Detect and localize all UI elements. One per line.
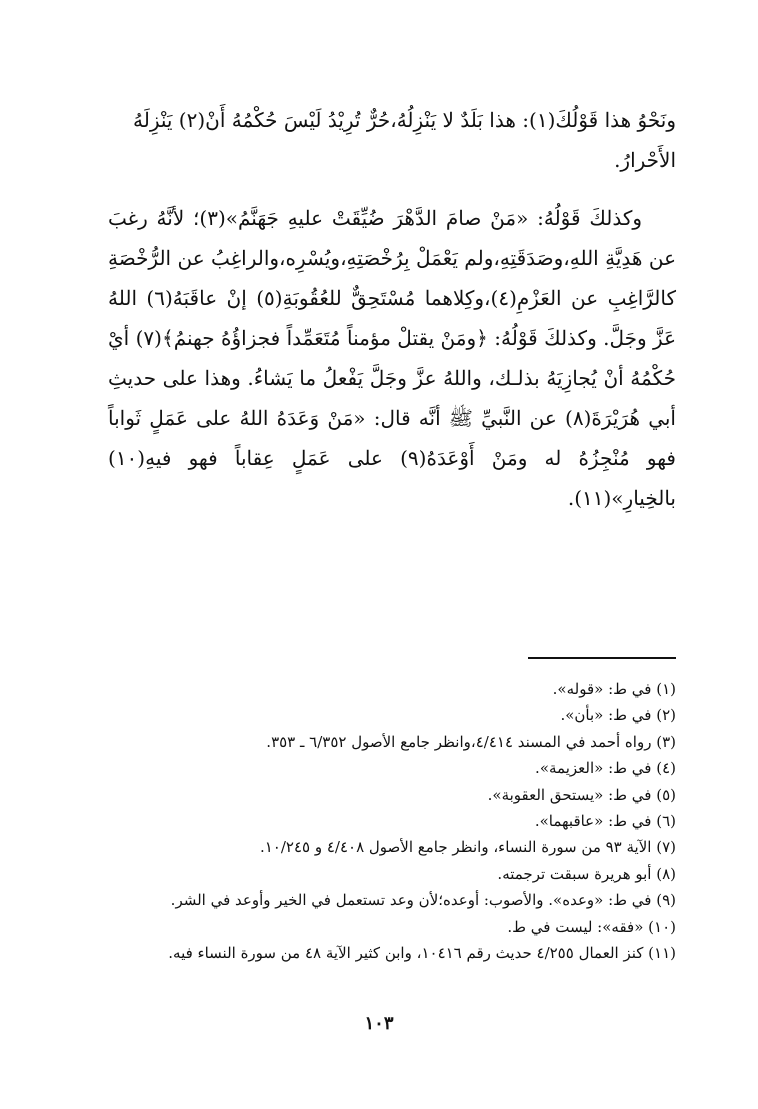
footnote-1: (١) في ط: «قوله».: [552, 680, 676, 698]
footnote-7: (٧) الآية ٩٣ من سورة النساء، وانظر جامع الأصول ٤/٤٠٨ و ١٠/٢٤٥.: [259, 838, 676, 857]
footnote-8: (٨) أبو هريرة سبقت ترجمته.: [497, 864, 676, 883]
main-paragraph-2: وكذلكَ قَوْلُهُ: «مَنْ صامَ الدَّهْرَ ضُيِّقَتْ عليهِ جَهَنَّمُ»(٣)؛ لأنَّهُ رغبَ عن هَدِيَّةِ اللهِ،وصَدَقَتِهِ،ولم يَعْمَلْ بِرُخْصَتِهِ،ويُسْرِه،والراغِبُ عن الرُّخْصَةِ كالرَّاغِبِ عن العَزْمِ(٤)،وكِلاهما مُسْتَحِقٌّ للعُقُوبَةِ(٥) إنْ عاقَبَهُ(٦) اللهُ عَزَّ وجَلَّ. وكذلكَ قَوْلُهُ: ﴿ومَنْ يقتلْ مؤمناً مُتَعَمِّداً فجزاؤُهُ جهنمُ﴾(٧) أيْ حُكْمُهُ أنْ يُجازِيَهُ بذلـك، واللهُ عزَّ وجَلَّ يَفْعلُ ما يَشاءُ. وهذا على حديثِ أبي هُرَيْرَةَ(٨) عن النَّبيِّ ﷺ أنَّه قال: «مَنْ وَعَدَهُ اللهُ على عَمَلٍ ثَواباً فهو مُنْجِزُهُ له ومَنْ أَوْعَدَهُ(٩) على عَمَلٍ عِقاباً فهو فيهِ(١٠) بالخِيارِ»(١١).: [108, 206, 677, 510]
footnote-10: (١٠) «فقه»: ليست في ط.: [507, 917, 676, 936]
footnote-6: (٦) في ط: «عاقبهما».: [534, 812, 676, 831]
footnote-3: (٣) رواه أحمد في المسند ٤/٤١٤،وانظر جامع الأصول ٦/٣٥٢ ـ ٣٥٣.: [266, 732, 676, 751]
main-paragraph-1: ونَحْوُ هذا قَوْلُكَ(١): هذا بَلَدٌ لا يَنْزِلُهُ،حُرٌّ تُرِيْدُ لَيْسَ حُكْمُهُ أَنْ(٢) يَنْزِلَهُ الأَحْرارُ.: [133, 108, 676, 172]
page-number: ١٠٣: [364, 1013, 394, 1034]
footnote-9: (٩) في ط: «وعده». والأصوب: أوعده؛لأن وعد تستعمل في الخير وأوعد في الشر.: [170, 891, 676, 910]
footnote-11: (١١) كنز العمال ٤/٢٥٥ حديث رقم ١٠٤١٦، وابن كثير الآية ٤٨ من سورة النساء فيه.: [168, 944, 676, 963]
footnote-4: (٤) في ط: «العزيمة».: [535, 759, 676, 778]
footnotes-list: [108, 676, 676, 966]
footnote-5: (٥) في ط: «يستحق العقوبة».: [487, 785, 676, 804]
footnote-2: (٢) في ط: «بأن».: [560, 706, 676, 725]
main-text-body: [108, 100, 676, 518]
footnote-separator: [528, 657, 676, 659]
